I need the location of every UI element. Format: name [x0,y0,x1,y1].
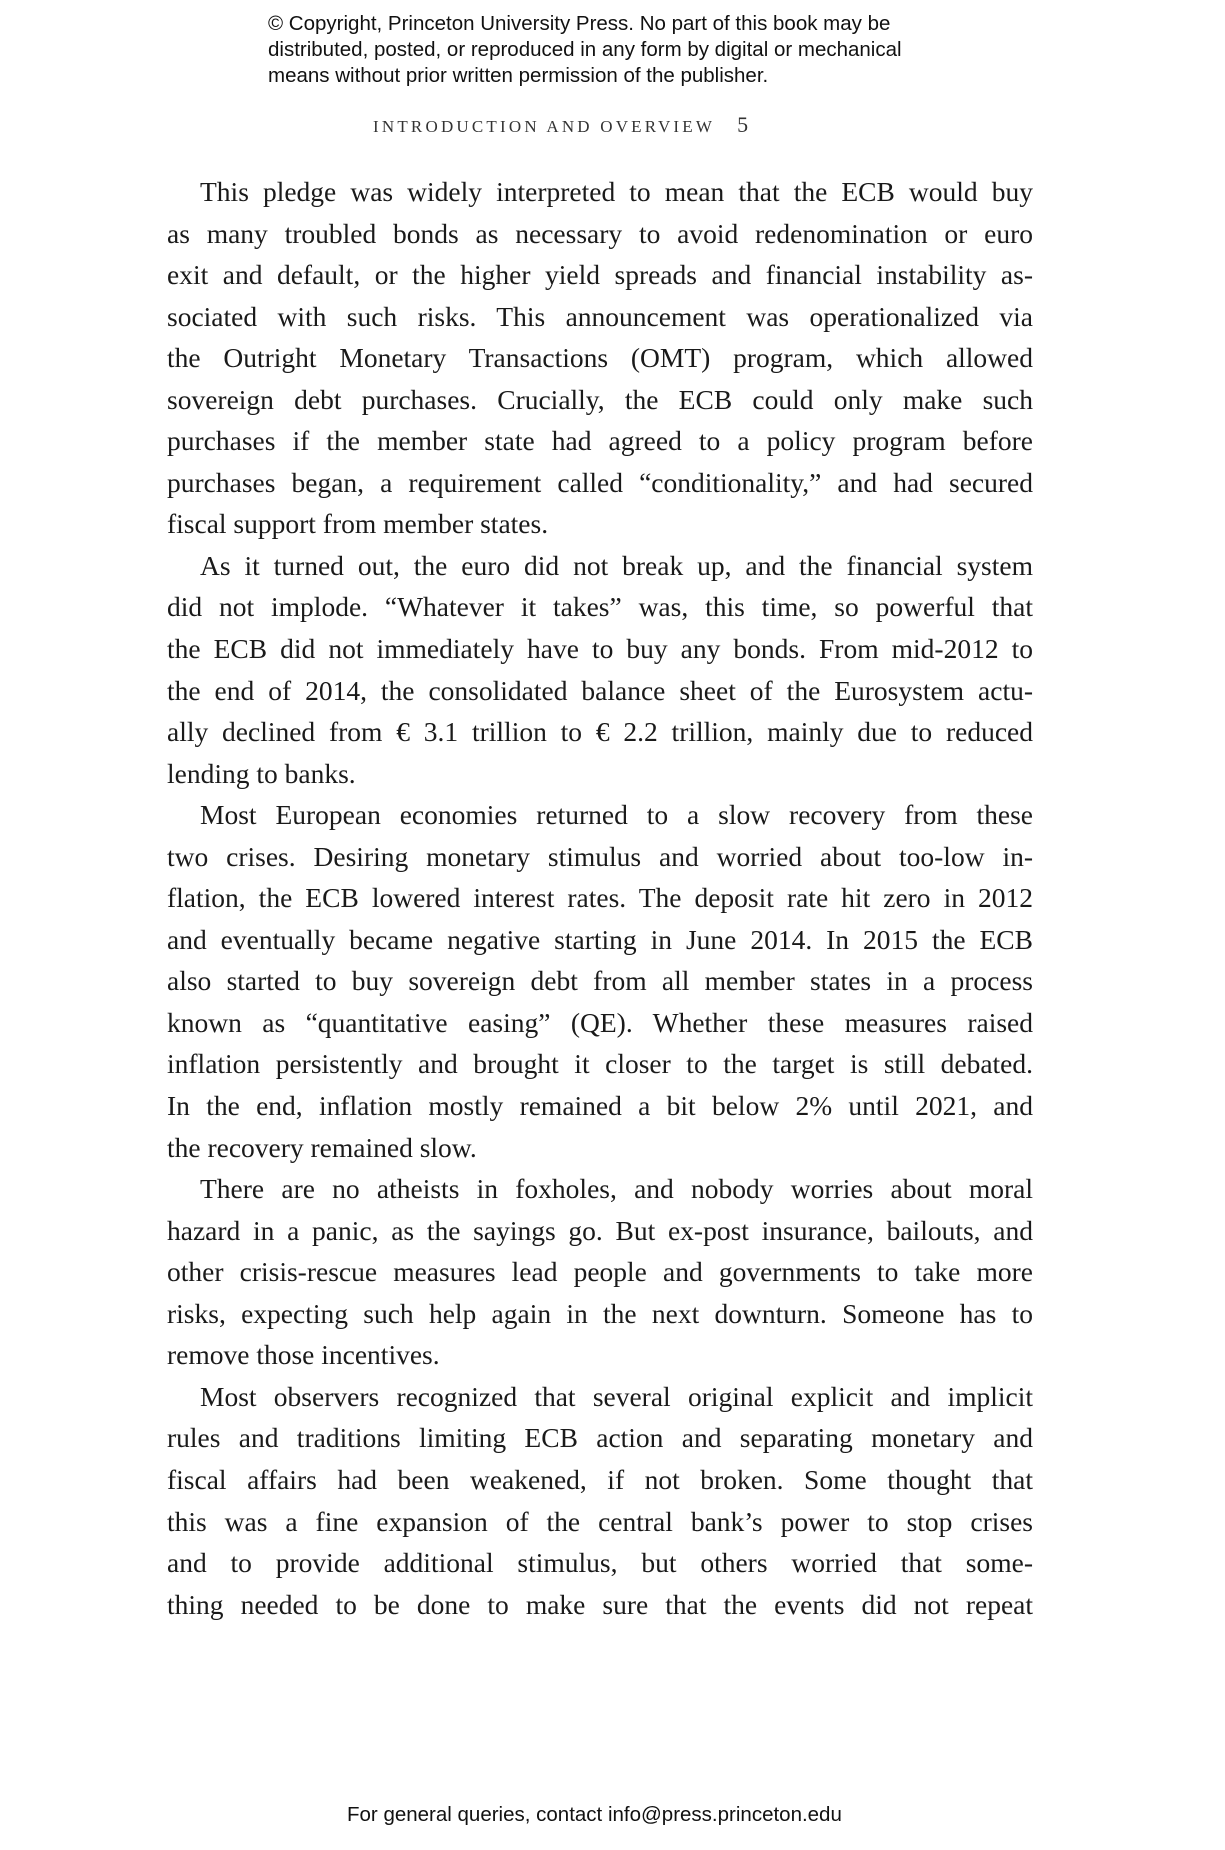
text-line: the recovery remained slow. [167,1131,477,1163]
text-line: ally declined from € 3.1 trillion to € 2.2 trillion, mainly due to reduced [167,716,1033,748]
text-line: other crisis-rescue measures lead people and governments to take more [167,1256,1033,1288]
copyright-line: means without prior written permission of the publisher. [268,64,769,87]
text-line: and eventually became negative starting in June 2014. In 2015 the ECB [167,923,1033,955]
text-line: rules and traditions limiting ECB action and separating monetary and [167,1422,1033,1454]
copyright-line: © Copyright, Princeton University Press. No part of this book may be [268,12,891,35]
paragraph [167,1168,1033,1376]
text-line: this was a fine expansion of the central bank’s power to stop crises [167,1505,1033,1537]
text-line: This pledge was widely interpreted to mean that the ECB would buy [200,176,1033,207]
text-line: sociated with such risks. This announcement was operationalized via [167,300,1033,332]
paragraph [167,1376,1033,1625]
text-line: In the end, inflation mostly remained a bit below 2% until 2021, and [167,1090,1033,1122]
text-line: As it turned out, the euro did not break up, and the financial system [200,549,1033,581]
chapter-title: INTRODUCTION AND OVERVIEW [373,117,716,136]
text-line: as many troubled bonds as necessary to avoid redenomination or euro [167,217,1033,249]
paragraph [167,794,1033,1168]
text-line: thing needed to be done to make sure that the events did not repeat [167,1588,1033,1620]
text-line: and to provide additional stimulus, but others worried that some- [167,1547,1033,1579]
text-line: the ECB did not immediately have to buy any bonds. From mid-2012 to [167,633,1033,665]
text-line: two crises. Desiring monetary stimulus and worried about too-low in- [167,840,1033,872]
text-line: flation, the ECB lowered interest rates. The deposit rate hit zero in 2012 [167,882,1033,914]
text-line: Most observers recognized that several original explicit and implicit [200,1380,1033,1412]
text-line: risks, expecting such help again in the next downturn. Someone has to [167,1297,1033,1329]
body-text [167,171,1033,1625]
text-line: There are no atheists in foxholes, and nobody worries about moral [200,1173,1033,1205]
copyright-notice [268,11,968,89]
text-line: remove those incentives. [167,1339,440,1371]
copyright-line: distributed, posted, or reproduced in any form by digital or mechanical [268,38,902,61]
text-line: the end of 2014, the consolidated balance sheet of the Eurosystem actu- [167,674,1033,706]
footer-contact: For general queries, contact info@press.princeton.edu [347,1803,842,1826]
paragraph [167,171,1033,545]
running-head [373,112,833,138]
page-number: 5 [737,112,749,137]
text-line: purchases began, a requirement called “conditionality,” and had secured [167,466,1033,498]
text-line: inflation persistently and brought it closer to the target is still debated. [167,1048,1033,1080]
text-line: did not implode. “Whatever it takes” was, this time, so powerful that [167,591,1033,623]
text-line: lending to banks. [167,757,356,789]
text-line: exit and default, or the higher yield spreads and financial instability as- [167,259,1033,291]
text-line: the Outright Monetary Transactions (OMT) program, which allowed [167,342,1033,374]
text-line: hazard in a panic, as the sayings go. But ex-post insurance, bailouts, and [167,1214,1033,1246]
text-line: also started to buy sovereign debt from all member states in a process [167,965,1033,997]
text-line: fiscal support from member states. [167,508,549,540]
text-line: Most European economies returned to a slow recovery from these [200,799,1033,831]
paragraph [167,545,1033,794]
text-line: fiscal affairs had been weakened, if not broken. Some thought that [167,1463,1033,1495]
text-line: known as “quantitative easing” (QE). Whether these measures raised [167,1006,1033,1038]
text-line: purchases if the member state had agreed to a policy program before [167,425,1033,457]
text-line: sovereign debt purchases. Crucially, the ECB could only make such [167,383,1033,415]
